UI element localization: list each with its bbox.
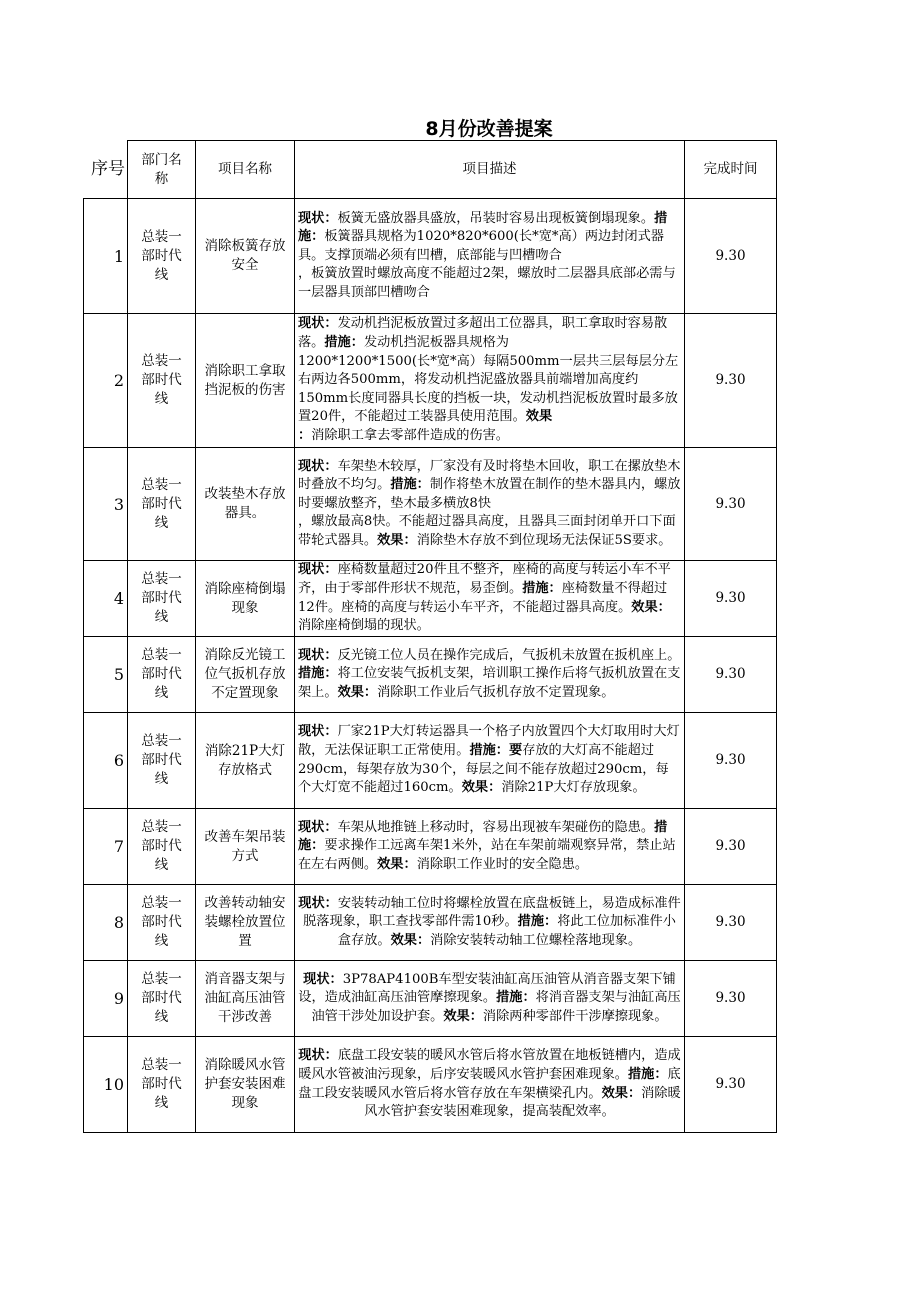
row-name: 改装垫木存放器具。 xyxy=(195,447,295,561)
row-dept: 总装一部时代线 xyxy=(127,712,196,809)
row-dept: 总装一部时代线 xyxy=(127,884,196,961)
row-name: 消除21P大灯存放格式 xyxy=(195,712,295,809)
row-dept: 总装一部时代线 xyxy=(127,960,196,1037)
row-name: 改善转动轴安装螺栓放置位置 xyxy=(195,884,295,961)
row-seq: 3 xyxy=(83,447,128,561)
row-dept: 总装一部时代线 xyxy=(127,808,196,885)
row-name: 消除职工拿取挡泥板的伤害 xyxy=(195,313,295,448)
row-name: 消音器支架与油缸高压油管干涉改善 xyxy=(195,960,295,1037)
row-name: 消除座椅倒塌现象 xyxy=(195,560,295,637)
description-text: 现状：反光镜工位人员在操作完成后，气扳机未放置在扳机座上。措施：将工位安装气扳机支架，培训职工操作后将气扳机放置在支架上。效果：消除职工作业后气扳机存放不定置现象。 xyxy=(298,647,681,700)
row-dept: 总装一部时代线 xyxy=(127,636,196,713)
row-desc xyxy=(294,636,685,713)
row-seq: 8 xyxy=(83,884,128,961)
header-name: 项目名称 xyxy=(195,140,295,199)
row-seq: 9 xyxy=(83,960,128,1037)
row-date: 9.30 xyxy=(684,808,777,885)
row-date: 9.30 xyxy=(684,198,777,314)
row-desc xyxy=(294,198,685,314)
row-desc xyxy=(294,560,685,637)
description-text: 现状：发动机挡泥板放置过多超出工位器具，职工拿取时容易散落。措施：发动机挡泥板器具规格为 1200*1200*1500(长*宽*高）每隔500mm一层共三层每层分左右两边各500mm，将发动机挡泥盛放器具前端增加高度约150mm长度同器具长度的挡板一块，发动机挡泥板放置时最多放置20件，不能超过工装器具使用范围。效果 ：消除职工拿去零部件造成的伤害。 xyxy=(298,316,679,443)
description-text: 现状：车架垫木较厚，厂家没有及时将垫木回收，职工在摞放垫木时叠放不均匀。措施：制作将垫木放置在制作的垫木器具内，螺放时要螺放整齐，垫木最多横放8快 ，螺放最高8快。不能超过器具高度，且器具三面封闭单开口下面带轮式器具。效果：消除垫木存放不到位现场无法保证5S要求。 xyxy=(298,458,681,548)
row-dept: 总装一部时代线 xyxy=(127,560,196,637)
description-text: 现状：厂家21P大灯转运器具一个格子内放置四个大灯取用时大灯散，无法保证职工正常使用。措施：要存放的大灯高不能超过290cm，每架存放为30个，每层之间不能存放超过290cm，每个大灯宽不能超过160cm。效果：消除21P大灯存放现象。 xyxy=(298,724,680,796)
row-date: 9.30 xyxy=(684,447,777,561)
row-date: 9.30 xyxy=(684,636,777,713)
row-name: 改善车架吊装方式 xyxy=(195,808,295,885)
row-seq: 2 xyxy=(83,313,128,448)
row-date: 9.30 xyxy=(684,313,777,448)
row-date: 9.30 xyxy=(684,1036,777,1133)
row-seq: 5 xyxy=(83,636,128,713)
header-desc: 项目描述 xyxy=(294,140,685,199)
row-seq: 10 xyxy=(83,1036,128,1133)
description-text: 现状：板簧无盛放器具盛放，吊装时容易出现板簧倒塌现象。措施：板簧器具规格为1020*820*600(长*宽*高）两边封闭式器具。支撑顶端必须有凹槽，底部能与凹槽吻合 ，板簧放置时螺放高度不能超过2架，螺放时二层器具底部必需与一层器具顶部凹槽吻合 xyxy=(298,210,676,300)
row-seq: 6 xyxy=(83,712,128,809)
description-text: 现状：底盘工段安装的暖风水管后将水管放置在地板链槽内，造成暖风水管被油污现象，后序安装暖风水管护套困难现象。措施：底盘工段安装暖风水管后将水管存放在车架横梁孔内。效果：消除暖风水管护套安装困难现象，提高装配效率。 xyxy=(298,1048,681,1120)
row-desc xyxy=(294,712,685,809)
header-dept-label: 部门名称 xyxy=(141,151,182,187)
header-date: 完成时间 xyxy=(684,140,777,199)
row-name: 消除暖风水管护套安装困难现象 xyxy=(195,1036,295,1133)
row-dept: 总装一部时代线 xyxy=(127,447,196,561)
header-dept xyxy=(127,140,196,199)
row-seq: 4 xyxy=(83,560,128,637)
description-text: 现状：安装转动轴工位时将螺栓放置在底盘板链上，易造成标准件脱落现象，职工查找零部件需10秒。措施：将此工位加标准件小盒存放。效果：消除安装转动轴工位螺栓落地现象。 xyxy=(298,895,681,948)
row-dept: 总装一部时代线 xyxy=(127,313,196,448)
row-desc xyxy=(294,884,685,961)
row-dept: 总装一部时代线 xyxy=(127,198,196,314)
row-seq: 7 xyxy=(83,808,128,885)
row-date: 9.30 xyxy=(684,560,777,637)
row-name: 消除板簧存放安全 xyxy=(195,198,295,314)
row-date: 9.30 xyxy=(684,960,777,1037)
row-desc xyxy=(294,313,685,448)
row-desc xyxy=(294,808,685,885)
description-text: 现状：车架从地推链上移动时，容易出现被车架碰伤的隐患。措施：要求操作工远离车架1米外，站在车架前端观察异常，禁止站在左右两侧。效果：消除职工作业时的安全隐患。 xyxy=(298,819,676,872)
row-date: 9.30 xyxy=(684,884,777,961)
row-desc xyxy=(294,960,685,1037)
row-desc xyxy=(294,447,685,561)
header-seq: 序号 xyxy=(91,158,125,179)
row-date: 9.30 xyxy=(684,712,777,809)
row-name: 消除反光镜工位气扳机存放不定置现象 xyxy=(195,636,295,713)
row-seq: 1 xyxy=(83,198,128,314)
row-desc xyxy=(294,1036,685,1133)
description-text: 现状：3P78AP4100B车型安装油缸高压油管从消音器支架下铺设，造成油缸高压油管摩擦现象。措施：将消音器支架与油缸高压油管干涉处加设护套。效果：消除两种零部件干涉摩擦现象。 xyxy=(298,971,681,1024)
page-title: 8月份改善提案 xyxy=(425,118,553,140)
description-text: 现状：座椅数量超过20件且不整齐，座椅的高度与转运小车不平齐，由于零部件形状不规范，易歪倒。措施：座椅数量不得超过12件。座椅的高度与转运小车平齐，不能超过器具高度。效果：消除座椅倒塌的现状。 xyxy=(298,562,671,634)
row-dept: 总装一部时代线 xyxy=(127,1036,196,1133)
